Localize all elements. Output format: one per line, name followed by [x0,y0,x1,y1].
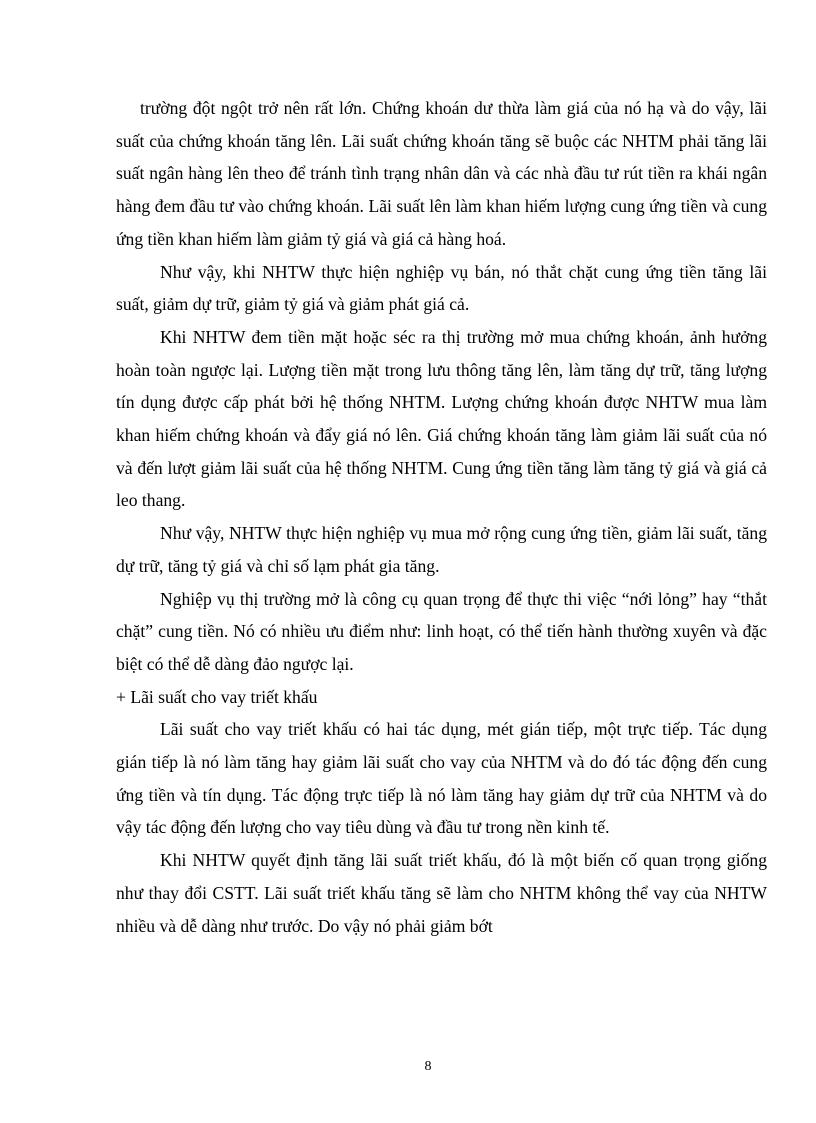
body-text [116,92,767,942]
paragraph-selling-summary: Như vậy, khi NHTW thực hiện nghiệp vụ bán, nó thắt chặt cung ứng tiền tăng lãi suất, giảm dự trữ, giảm tỷ giá và giảm phát giá cả. [116,261,767,315]
paragraph-buying-summary: Như vậy, NHTW thực hiện nghiệp vụ mua mở rộng cung ứng tiền, giảm lãi suất, tăng dự trữ, tăng tỷ giá và chỉ số lạm phát gia tăng. [116,523,767,576]
paragraph-open-market-advantages: Nghiệp vụ thị trường mở là công cụ quan trọng để thực thi việc “nới lỏng” hay “thắt chặt” cung tiền. Nó có nhiều ưu điểm như: linh hoạt, có thể tiến hành thường xuyên và đặc biệt có thể dễ dàng đảo ngược lại. [116,588,767,674]
section-heading-discount-rate: + Lãi suất cho vay triết khấu [116,686,318,707]
paragraph-discount-rate-increase: Khi NHTW quyết định tăng lãi suất triết khấu, đó là một biến cố quan trọng giống như thay đổi CSTT. Lãi suất triết khấu tăng sẽ làm cho NHTM không thể vay của NHTW nhiều và dễ dàng như trước. Do vậy nó phải giảm bớt [116,850,767,936]
paragraph-discount-rate-effects: Lãi suất cho vay triết khấu có hai tác dụng, mét gián tiếp, một trực tiếp. Tác dụng gián tiếp là nó làm tăng hay giảm lãi suất cho vay của NHTM và do đó tác động đến cung ứng tiền và tín dụng. Tác động trực tiếp là nó làm tăng hay giảm dự trữ của NHTM và do vậy tác động đến lượng cho vay tiêu dùng và đầu tư trong nền kinh tế. [116,719,767,838]
paragraph-buying-effect: Khi NHTW đem tiền mặt hoặc séc ra thị trường mở mua chứng khoán, ảnh hưởng hoàn toàn ngược lại. Lượng tiền mặt trong lưu thông tăng lên, làm tăng dự trữ, tăng lượng tín dụng được cấp phát bởi hệ thống NHTM. Lượng chứng khoán được NHTW mua làm khan hiếm chứng khoán và đẩy giá nó lên. Giá chứng khoán tăng làm giảm lãi suất của nó và đến lượt giảm lãi suất của hệ thống NHTM. Cung ứng tiền tăng làm tăng tỷ giá và giá cả leo thang. [116,326,767,511]
page-number: 8 [424,1059,432,1074]
paragraph-continued: trường đột ngột trở nên rất lớn. Chứng khoán dư thừa làm giá của nó hạ và do vậy, lãi suất của chứng khoán tăng lên. Lãi suất chứng khoán tăng sẽ buộc các NHTM phải tăng lãi suất ngân hàng lên theo để tránh tình trạng nhân dân và các nhà đầu tư rút tiền ra khái ngân hàng đem đầu tư vào chứng khoán. Lãi suất lên làm khan hiếm lượng cung ứng tiền và cung ứng tiền khan hiếm làm giảm tỷ giá và giá cả hàng hoá. [116,98,767,249]
